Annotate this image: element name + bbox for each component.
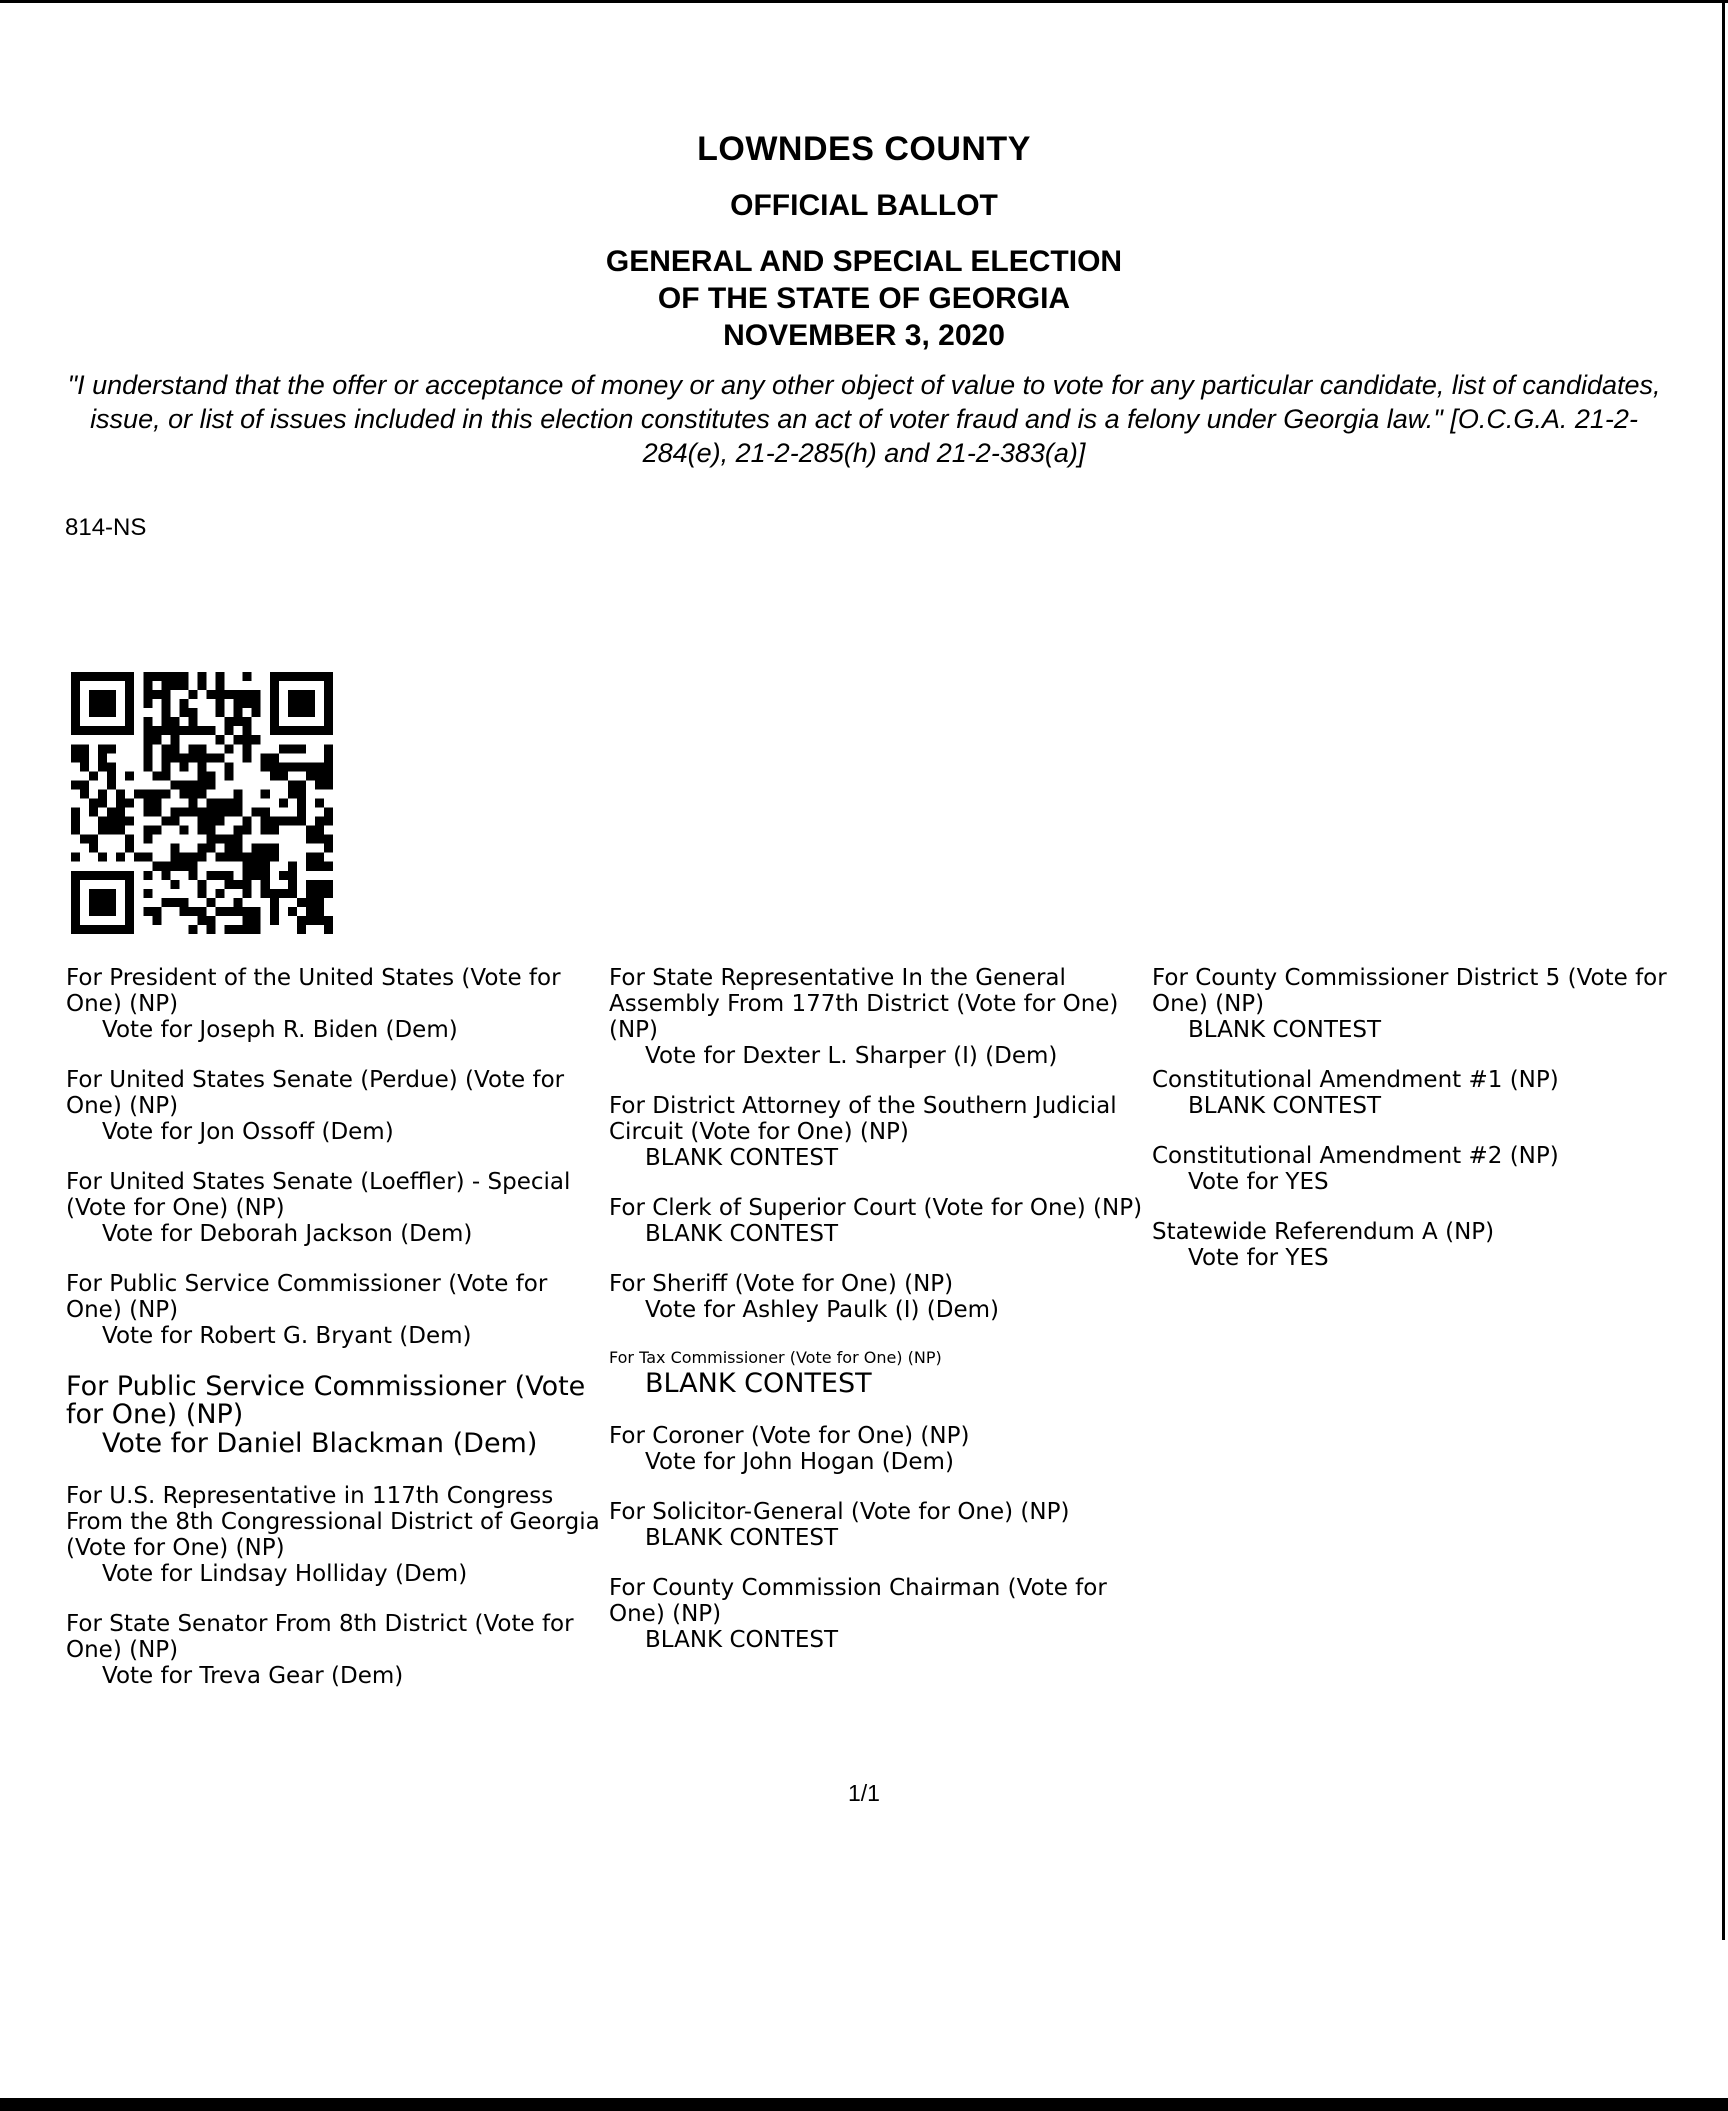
contest-title: For United States Senate (Loeffler) - Special (Vote for One) (NP) [66,1169,571,1221]
contest-selection: Vote for Deborah Jackson (Dem) [102,1221,473,1247]
election-name-line-1: GENERAL AND SPECIAL ELECTION [605,245,1123,278]
bottom-border [0,2098,1728,2111]
contest-selection: Vote for Treva Gear (Dem) [102,1663,404,1689]
contest-constitutional-amendment-2 [1152,1143,1722,1195]
contest-title: For Public Service Commissioner (Vote for One) (NP) [66,1371,586,1430]
contest-public-service-commissioner-1 [66,1271,606,1349]
contest-title: Statewide Referendum A (NP) [1152,1219,1495,1245]
contest-title: For County Commission Chairman (Vote for One) (NP) [609,1575,1107,1627]
contest-title: For U.S. Representative in 117th Congress From the 8th Congressional District of Georgia (Vote for One) (NP) [66,1483,600,1561]
contest-selection: Vote for Ashley Paulk (I) (Dem) [645,1297,999,1323]
contest-title: Constitutional Amendment #2 (NP) [1152,1143,1559,1169]
voter-fraud-statement: "I understand that the offer or acceptance of money or any other object of value to vote for any particular candidate, list of candidates, issue, or list of issues included in this election constitutes an act of voter fraud and is a felony under Georgia law." [O.C.G.A. 21-2-284(e), 21-2-285(h) and 21-2-383(a)] [67,370,1661,468]
qr-code-icon [64,672,340,934]
contest-title: For Coroner (Vote for One) (NP) [609,1423,970,1449]
contest-coroner [609,1423,1149,1475]
contest-us-representative [66,1483,606,1587]
contest-tax-commissioner [609,1347,1149,1399]
contest-state-senator [66,1611,606,1689]
contest-selection: BLANK CONTEST [645,1368,872,1399]
contest-column-3 [1152,965,1722,1295]
contest-selection: BLANK CONTEST [1188,1093,1382,1119]
contest-title: For State Senator From 8th District (Vote for One) (NP) [66,1611,574,1663]
contest-selection: Vote for Robert G. Bryant (Dem) [102,1323,472,1349]
contest-column-1 [66,965,606,1713]
contest-title: For Clerk of Superior Court (Vote for One) (NP) [609,1195,1143,1221]
contest-us-senate-perdue [66,1067,606,1145]
ballot-header [0,130,1728,354]
contest-selection: Vote for Joseph R. Biden (Dem) [102,1017,458,1043]
contest-sheriff [609,1271,1149,1323]
contest-state-representative [609,965,1149,1069]
contest-title: For Tax Commissioner (Vote for One) (NP) [609,1348,942,1367]
contest-title: Constitutional Amendment #1 (NP) [1152,1067,1559,1093]
contest-title: For Public Service Commissioner (Vote for One) (NP) [66,1271,548,1323]
contest-county-commissioner-district-5 [1152,965,1722,1043]
contest-selection: BLANK CONTEST [645,1525,839,1551]
contest-county-commission-chairman [609,1575,1149,1653]
contest-selection: Vote for YES [1188,1169,1329,1195]
contest-statewide-referendum-a [1152,1219,1722,1271]
contest-selection: BLANK CONTEST [645,1145,839,1171]
contest-selection: Vote for Dexter L. Sharper (I) (Dem) [645,1043,1058,1069]
contest-selection: Vote for YES [1188,1245,1329,1271]
contest-selection: Vote for Jon Ossoff (Dem) [102,1119,394,1145]
ballot-type: OFFICIAL BALLOT [730,189,998,222]
contest-selection: BLANK CONTEST [645,1627,839,1653]
contest-selection: BLANK CONTEST [1188,1017,1382,1043]
contest-clerk-superior-court [609,1195,1149,1247]
contest-title: For Solicitor-General (Vote for One) (NP) [609,1499,1070,1525]
contest-selection: Vote for Daniel Blackman (Dem) [102,1428,538,1459]
top-border [0,0,1728,3]
contest-title: For Sheriff (Vote for One) (NP) [609,1271,954,1297]
contest-public-service-commissioner-2 [66,1373,606,1459]
contest-column-2 [609,965,1149,1677]
contest-constitutional-amendment-1 [1152,1067,1722,1119]
election-date: NOVEMBER 3, 2020 [723,319,1005,352]
election-name-line-2: OF THE STATE OF GEORGIA [657,282,1071,315]
contest-selection: BLANK CONTEST [645,1221,839,1247]
contest-solicitor-general [609,1499,1149,1551]
page-number: 1/1 [848,1780,880,1806]
contest-title: For United States Senate (Perdue) (Vote for One) (NP) [66,1067,565,1119]
contest-president [66,965,606,1043]
contest-title: For District Attorney of the Southern Judicial Circuit (Vote for One) (NP) [609,1093,1117,1145]
contest-title: For State Representative In the General Assembly From 177th District (Vote for One) (NP) [609,965,1119,1043]
contest-title: For County Commissioner District 5 (Vote for One) (NP) [1152,965,1667,1017]
ballot-style-code: 814-NS [65,514,147,541]
contest-selection: Vote for John Hogan (Dem) [645,1449,954,1475]
contest-selection: Vote for Lindsay Holliday (Dem) [102,1561,468,1587]
county-title: LOWNDES COUNTY [697,130,1031,168]
contest-district-attorney [609,1093,1149,1171]
contest-title: For President of the United States (Vote for One) (NP) [66,965,561,1017]
contest-us-senate-loeffler-special [66,1169,606,1247]
